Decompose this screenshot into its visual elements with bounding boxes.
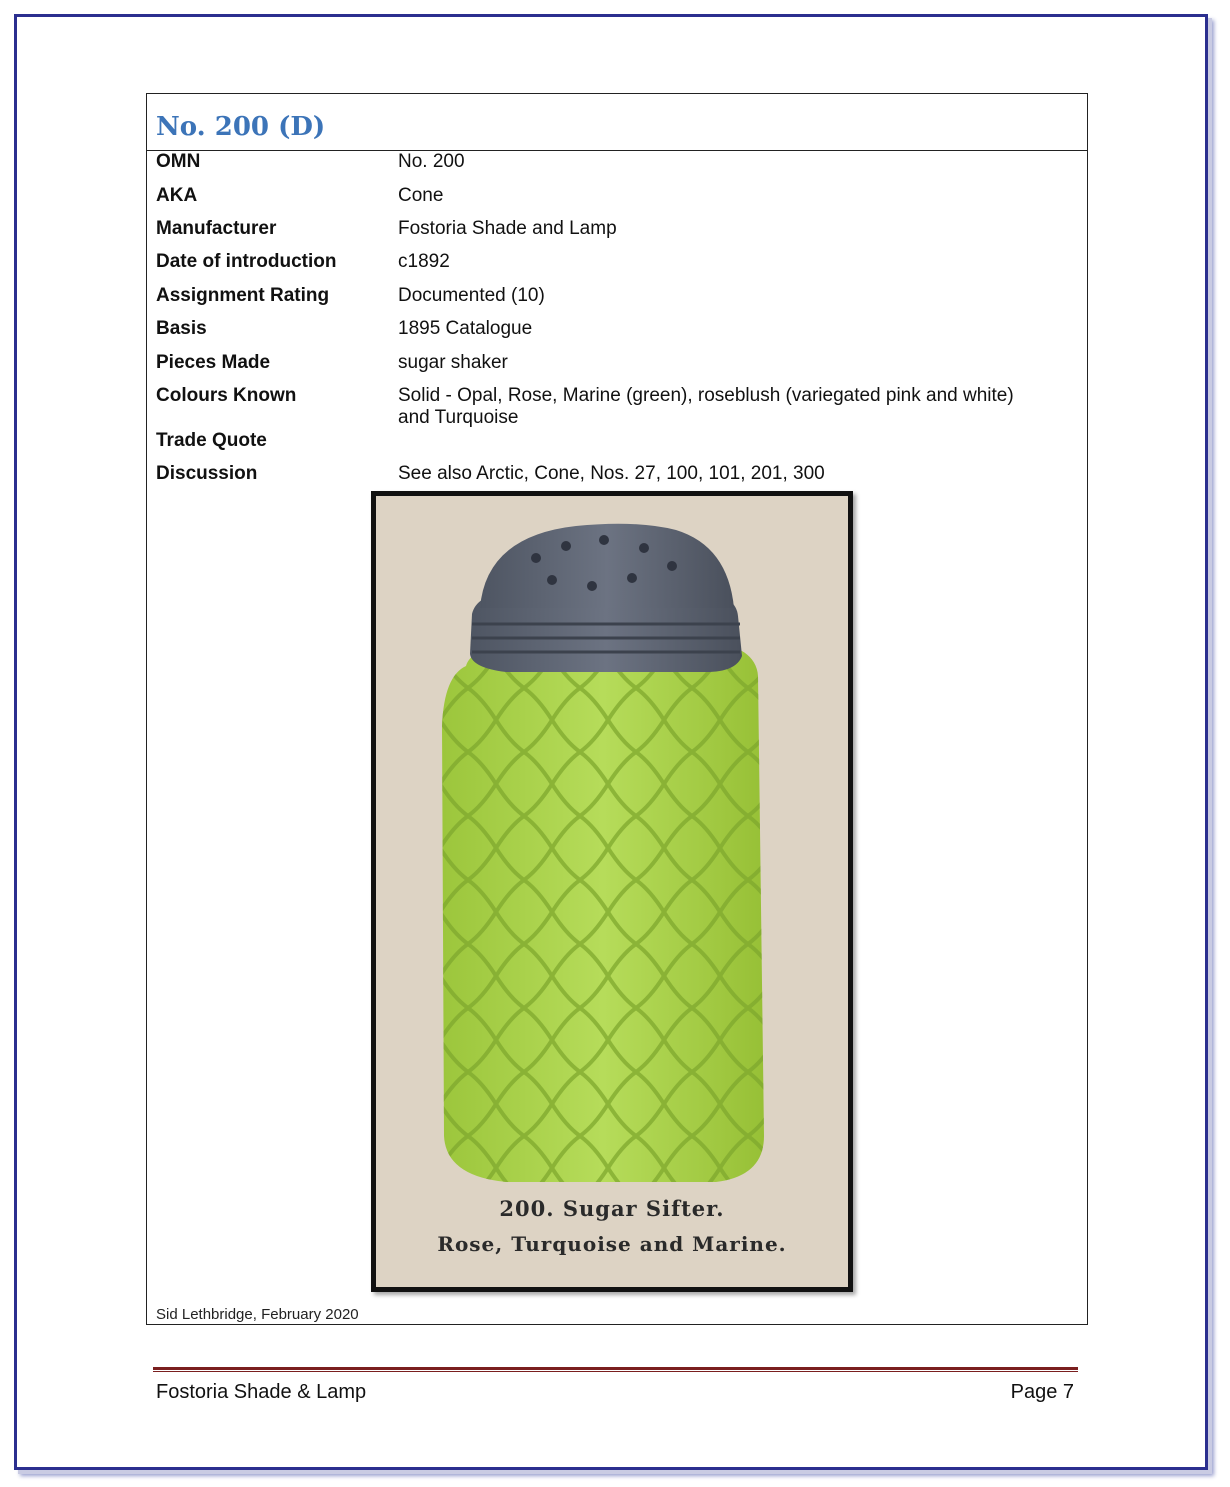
row-value: 1895 Catalogue [398, 318, 533, 339]
sugar-shaker-illustration [376, 496, 848, 1287]
image-caption-line1: 200. Sugar Sifter. [499, 1196, 725, 1221]
row-value: Solid - Opal, Rose, Marine (green), roseblush (variegated pink and white) and Turquoise [398, 385, 1014, 428]
author-credit: Sid Lethbridge, February 2020 [156, 1306, 359, 1323]
row-label: Discussion [156, 463, 258, 484]
row-value: c1892 [398, 251, 450, 272]
row-label: Date of introduction [156, 251, 337, 272]
row-label: Trade Quote [156, 430, 267, 451]
row-label: Basis [156, 318, 207, 339]
row-label: Manufacturer [156, 218, 277, 239]
row-value: Cone [398, 185, 444, 206]
entry-title: No. 200 (D) [156, 112, 326, 142]
row-value: Documented (10) [398, 285, 545, 306]
image-caption-line2: Rose, Turquoise and Marine. [437, 1232, 787, 1256]
row-value: See also Arctic, Cone, Nos. 27, 100, 101, 201, 300 [398, 463, 825, 484]
row-label: Assignment Rating [156, 285, 330, 306]
row-label: AKA [156, 185, 198, 206]
row-label: Colours Known [156, 385, 297, 406]
row-value: Fostoria Shade and Lamp [398, 218, 617, 239]
row-value: No. 200 [398, 151, 465, 172]
row-label: OMN [156, 151, 201, 172]
row-label: Pieces Made [156, 352, 271, 373]
catalogue-image [371, 491, 853, 1292]
footer-title: Fostoria Shade & Lamp [156, 1381, 367, 1403]
footer-divider [153, 1367, 1078, 1372]
page-number: Page 7 [1010, 1381, 1074, 1403]
row-value: sugar shaker [398, 352, 508, 373]
